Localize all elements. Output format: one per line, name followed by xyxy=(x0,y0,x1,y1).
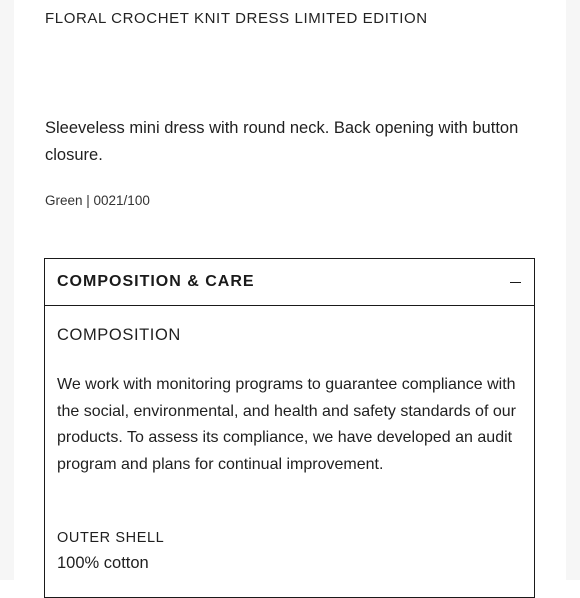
product-title: FLORAL CROCHET KNIT DRESS LIMITED EDITION xyxy=(45,10,428,27)
composition-care-accordion xyxy=(44,258,535,598)
composition-heading: COMPOSITION xyxy=(57,326,181,344)
composition-description: We work with monitoring programs to guarantee compliance with the social, environmental, and health and safety standards of our products. To assess its compliance, we have developed an audit program and plans for continual improvement. xyxy=(57,376,516,473)
outer-shell-label: OUTER SHELL xyxy=(57,530,165,546)
product-description: Sleeveless mini dress with round neck. Back opening with button closure. xyxy=(45,119,519,164)
composition-care-toggle[interactable] xyxy=(45,259,534,306)
minus-icon[interactable] xyxy=(509,276,521,288)
product-color-reference: Green | 0021/100 xyxy=(45,193,150,208)
accordion-title: COMPOSITION & CARE xyxy=(57,273,255,290)
outer-shell-value: 100% cotton xyxy=(57,554,149,572)
